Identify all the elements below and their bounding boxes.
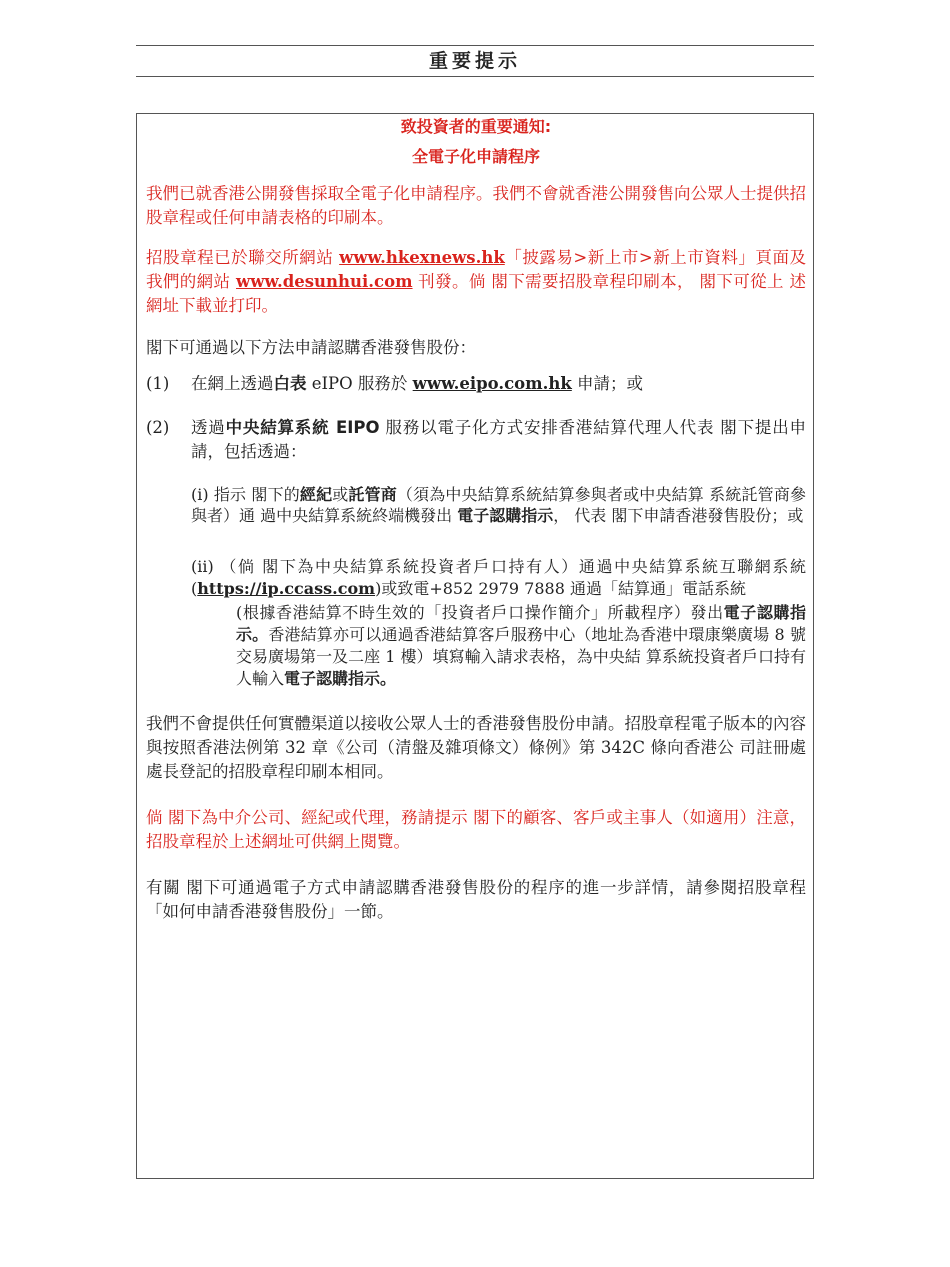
item2-text-b: 服務以電子化方式安排香港結算代理人代表 閣下提出申請，包括透過： xyxy=(191,418,807,461)
sub2-text-b: )或致電+852 2979 7888 通過「結算通」電話系統 xyxy=(375,579,746,598)
method-item-1-text xyxy=(191,372,806,396)
sub2-text-d: 香港結算亦可以通過香港結算客戶服務中心（地址為香港中環康樂廣場 8 號交易廣場第一及二座 1 樓）填寫輸入請求表格，為中央結 算系統投資者戶口持有人輸入 xyxy=(236,625,806,688)
hkexnews-link[interactable]: www.hkexnews.hk xyxy=(339,248,505,267)
method-item-2-number: (2) xyxy=(146,418,170,437)
item2-bold-ccass: 中央結算系統 EIPO xyxy=(225,418,380,437)
notice-paragraph-electronic: 我們已就香港公開發售採取全電子化申請程序。我們不會就香港公開發售向公眾人士提供招股章程或任何申請表格的印刷本。 xyxy=(146,184,806,227)
ccass-link[interactable]: https://ip.ccass.com xyxy=(197,579,376,598)
sub-item-ii-continued xyxy=(146,602,806,690)
sub2-text-a: (ii) （倘 閣下為中央結算系統投資者戶口持有人）通過中央結算系統互聯網系統( xyxy=(191,557,806,598)
sub1-text-b: 或 xyxy=(332,485,349,504)
header-top-rule xyxy=(136,45,814,46)
notice-paragraph-intermediaries: 倘 閣下為中介公司、經紀或代理，務請提示 閣下的顧客、客戶或主事人（如適用）注意，招股章程於上述網址可供網上閱覽。 xyxy=(146,808,806,851)
sub2-bold-instructions: 電子認購指示。 xyxy=(236,603,806,644)
sub1-bold-broker: 經紀 xyxy=(299,485,333,504)
sub-item-ii xyxy=(146,556,806,600)
method-item-1 xyxy=(146,372,806,396)
para2-text-c: 刊發。倘 閣下需要招股章程印刷本， 閣下可從上 述網址下載並打印。 xyxy=(146,272,807,315)
sub2-text-c: (根據香港結算不時生效的「投資者戶口操作簡介」所載程序）發出 xyxy=(236,603,724,622)
company-website-link[interactable]: www.desunhui.com xyxy=(236,272,413,291)
sub1-bold-instructions: 電子認購指示 xyxy=(457,506,554,525)
notice-box xyxy=(136,113,814,1179)
notice-paragraph-no-physical: 我們不會提供任何實體渠道以接收公眾人士的香港發售股份申請。招股章程電子版本的內容與按照香港法例第 32 章《公司（清盤及雜項條文）條例》第 342C 條向香港公 司註冊處處長登記的招股章程印刷本相同。 xyxy=(146,714,806,781)
method-item-2-text xyxy=(191,416,806,464)
sub1-text-d: ， 代表 閣下申請香港發售股份；或 xyxy=(553,506,804,525)
item1-text-a: 在網上透過 xyxy=(191,374,274,393)
notice-content xyxy=(146,114,806,924)
sub-item-i xyxy=(146,484,806,526)
sub1-text-c: （須為中央結算系統結算參與者或中央結算 系統託管商參與者）通 過中央結算系統終端機發出 xyxy=(191,485,806,525)
notice-paragraph-methods: 閣下可通過以下方法申請認購香港發售股份： xyxy=(146,338,476,357)
notice-paragraph-websites xyxy=(146,246,806,318)
item1-text-c: 申請；或 xyxy=(571,374,644,393)
notice-title: 致投資者的重要通知: xyxy=(400,117,552,136)
sub1-bold-custodian: 託管商 xyxy=(348,485,397,504)
para2-text-b: 「披露易>新上市>新上市資料」頁面及 我們的網站 xyxy=(146,248,806,291)
para2-text-a: 招股章程已於聯交所網站 xyxy=(146,248,340,267)
page-title: 重要提示 xyxy=(428,50,521,72)
item2-text-a: 透過 xyxy=(191,418,226,437)
sub2-bold-instructions-end: 電子認購指示。 xyxy=(284,669,397,688)
sub1-text-a: (i) 指示 閣下的 xyxy=(191,485,300,504)
header-bottom-rule xyxy=(136,76,814,77)
notice-subtitle: 全電子化申請程序 xyxy=(411,147,540,166)
eipo-link[interactable]: www.eipo.com.hk xyxy=(412,374,572,393)
item1-bold-white-form: 白表 xyxy=(273,374,307,393)
method-item-2 xyxy=(146,416,806,464)
method-item-1-number: (1) xyxy=(146,374,170,393)
item1-text-b: eIPO 服務於 xyxy=(306,374,413,393)
notice-paragraph-further-details: 有關 閣下可通過電子方式申請認購香港發售股份的程序的進一步詳情，請參閱招股章程「如何申請香港發售股份」一節。 xyxy=(146,878,806,921)
